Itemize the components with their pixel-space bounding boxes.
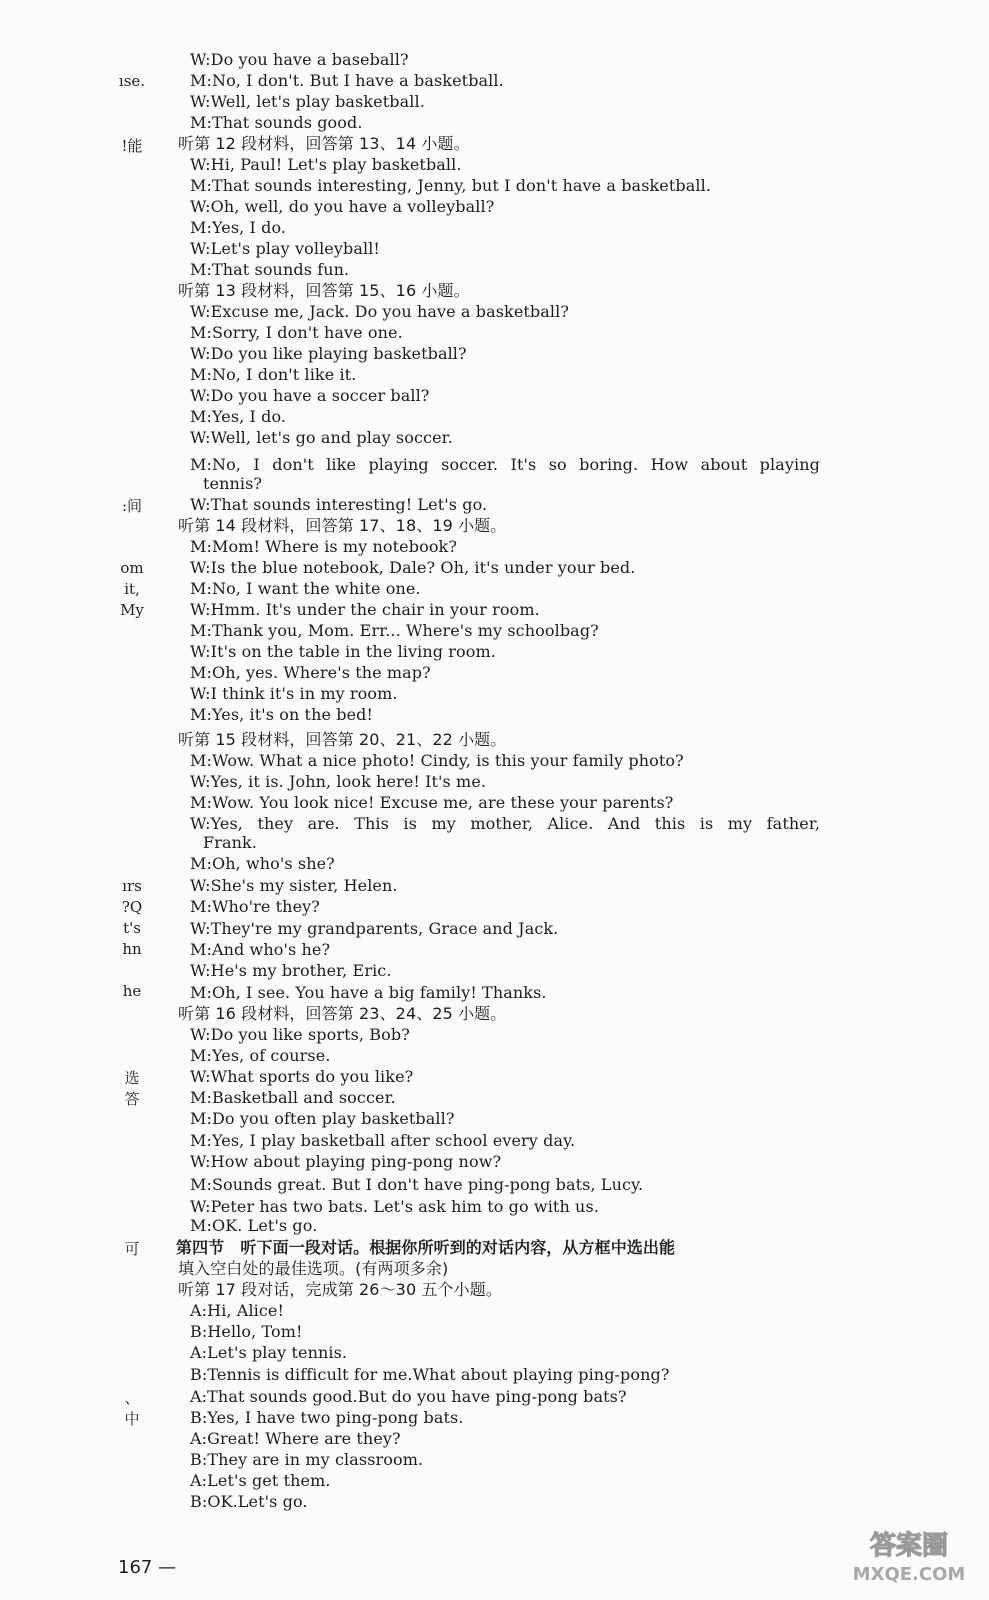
watermark-bottom-text: MXQE.COM xyxy=(852,1564,966,1585)
dialogue-line: M:Thank you, Mom. Err... Where's my schoolbag? xyxy=(190,621,599,640)
dialogue-line: M:Yes, I do. xyxy=(190,218,287,237)
margin-fragment: it, xyxy=(124,580,140,598)
margin-fragment: !能 xyxy=(121,137,143,155)
page-number: 167 — xyxy=(118,1557,177,1578)
dialogue-line: tennis? xyxy=(203,474,263,493)
margin-fragment: ıse. xyxy=(118,72,146,90)
watermark-top-text: 答案圈 xyxy=(869,1531,949,1561)
section-heading: 听第 16 段材料，回答第 23、24、25 小题。 xyxy=(178,1004,507,1023)
margin-fragment: om xyxy=(120,559,144,577)
dialogue-line: A:That sounds good.But do you have ping-pong bats? xyxy=(190,1387,627,1406)
dialogue-line: M:Yes, I do. xyxy=(190,407,287,426)
dialogue-line: M:Basketball and soccer. xyxy=(190,1088,396,1107)
margin-fragment: 、 xyxy=(124,1389,140,1407)
margin-fragment: 选 xyxy=(124,1069,140,1087)
section-heading: 听第 12 段材料，回答第 13、14 小题。 xyxy=(178,134,470,153)
margin-fragment: ırs xyxy=(122,877,142,895)
dialogue-line: W:How about playing ping-pong now? xyxy=(190,1152,502,1171)
dialogue-line: M:Wow. You look nice! Excuse me, are these your parents? xyxy=(190,793,674,812)
section-heading: 填入空白处的最佳选项。(有两项多余) xyxy=(178,1259,449,1278)
dialogue-line: M:Oh, who's she? xyxy=(190,854,335,873)
dialogue-line: W:She's my sister, Helen. xyxy=(190,876,398,895)
watermark-logo-icon xyxy=(839,1526,979,1588)
dialogue-line: A:Let's get them. xyxy=(190,1471,331,1490)
section-heading: 听第 14 段材料，回答第 17、18、19 小题。 xyxy=(178,516,507,535)
dialogue-line: W:Well, let's go and play soccer. xyxy=(190,428,453,447)
dialogue-line: M:Do you often play basketball? xyxy=(190,1109,455,1128)
dialogue-line: M:And who's he? xyxy=(190,940,331,959)
dialogue-line: B:Hello, Tom! xyxy=(190,1322,303,1341)
dialogue-line: W:Do you have a baseball? xyxy=(190,50,409,69)
margin-fragment: ?Q xyxy=(121,898,143,916)
dialogue-line: W:Well, let's play basketball. xyxy=(190,92,425,111)
dialogue-line: M:No, I don't. But I have a basketball. xyxy=(190,71,504,90)
dialogue-line: M:Sorry, I don't have one. xyxy=(190,323,403,342)
dialogue-line: W:Oh, well, do you have a volleyball? xyxy=(190,197,495,216)
dialogue-line: W:He's my brother, Eric. xyxy=(190,961,392,980)
dialogue-line: W:Excuse me, Jack. Do you have a basketball? xyxy=(190,302,570,321)
dialogue-line: M:Oh, I see. You have a big family! Thanks. xyxy=(190,983,547,1002)
dialogue-line: M:Yes, it's on the bed! xyxy=(190,705,374,724)
dialogue-line: M:Yes, of course. xyxy=(190,1046,331,1065)
dialogue-line: W:Peter has two bats. Let's ask him to go with us. xyxy=(190,1197,599,1216)
dialogue-line: W:Hi, Paul! Let's play basketball. xyxy=(190,155,462,174)
dialogue-line: A:Hi, Alice! xyxy=(190,1301,285,1320)
dialogue-line: M:OK. Let's go. xyxy=(190,1216,318,1235)
dialogue-line: W:That sounds interesting! Let's go. xyxy=(190,495,488,514)
dialogue-line: W:Hmm. It's under the chair in your room. xyxy=(190,600,540,619)
dialogue-line: W:Do you have a soccer ball? xyxy=(190,386,430,405)
dialogue-line: A:Great! Where are they? xyxy=(190,1429,401,1448)
margin-fragment: My xyxy=(120,601,144,619)
dialogue-line: M:That sounds fun. xyxy=(190,260,350,279)
section-heading: 听第 17 段对话，完成第 26～30 五个小题。 xyxy=(178,1280,502,1299)
dialogue-line: M:No, I don't like playing soccer. It's so boring. How about playing xyxy=(190,455,820,474)
section-heading: 第四节 听下面一段对话。根据你所听到的对话内容，从方框中选出能 xyxy=(176,1238,676,1257)
margin-fragment: 中 xyxy=(124,1410,140,1428)
site-watermark-logo xyxy=(839,1526,979,1588)
dialogue-line: W:Do you like playing basketball? xyxy=(190,344,467,363)
margin-fragment: :间 xyxy=(121,497,143,515)
margin-fragment: 可 xyxy=(124,1240,140,1258)
dialogue-line: W:Let's play volleyball! xyxy=(190,239,380,258)
dialogue-line: W:Yes, it is. John, look here! It's me. xyxy=(190,772,487,791)
dialogue-line: W:Is the blue notebook, Dale? Oh, it's under your bed. xyxy=(190,558,636,577)
dialogue-line: W:Do you like sports, Bob? xyxy=(190,1025,410,1044)
dialogue-line: W:It's on the table in the living room. xyxy=(190,642,496,661)
dialogue-line: Frank. xyxy=(203,833,257,852)
dialogue-line: M:Wow. What a nice photo! Cindy, is this your family photo? xyxy=(190,751,684,770)
dialogue-line: A:Let's play tennis. xyxy=(190,1343,348,1362)
dialogue-line: B:They are in my classroom. xyxy=(190,1450,424,1469)
dialogue-line: W:They're my grandparents, Grace and Jack. xyxy=(190,919,559,938)
dialogue-line: W:What sports do you like? xyxy=(190,1067,414,1086)
dialogue-line: M:That sounds interesting, Jenny, but I don't have a basketball. xyxy=(190,176,712,195)
dialogue-line: M:No, I want the white one. xyxy=(190,579,421,598)
dialogue-line: M:That sounds good. xyxy=(190,113,363,132)
dialogue-line: M:Oh, yes. Where's the map? xyxy=(190,663,431,682)
margin-fragment: 答 xyxy=(124,1090,140,1108)
dialogue-line: B:OK.Let's go. xyxy=(190,1492,308,1511)
margin-fragment: hn xyxy=(122,940,142,958)
margin-fragment: he xyxy=(122,982,142,1000)
dialogue-line: M:No, I don't like it. xyxy=(190,365,357,384)
dialogue-line: M:Yes, I play basketball after school every day. xyxy=(190,1131,576,1150)
dialogue-line: M:Who're they? xyxy=(190,897,320,916)
dialogue-line: W:I think it's in my room. xyxy=(190,684,398,703)
dialogue-line: W:Yes, they are. This is my mother, Alice. And this is my father, xyxy=(190,814,820,833)
dialogue-line: M:Sounds great. But I don't have ping-pong bats, Lucy. xyxy=(190,1175,644,1194)
margin-fragment: t's xyxy=(123,919,141,937)
dialogue-line: B:Yes, I have two ping-pong bats. xyxy=(190,1408,464,1427)
dialogue-line: B:Tennis is difficult for me.What about playing ping-pong? xyxy=(190,1365,670,1384)
dialogue-line: M:Mom! Where is my notebook? xyxy=(190,537,458,556)
section-heading: 听第 13 段材料，回答第 15、16 小题。 xyxy=(178,281,470,300)
section-heading: 听第 15 段材料，回答第 20、21、22 小题。 xyxy=(178,730,507,749)
